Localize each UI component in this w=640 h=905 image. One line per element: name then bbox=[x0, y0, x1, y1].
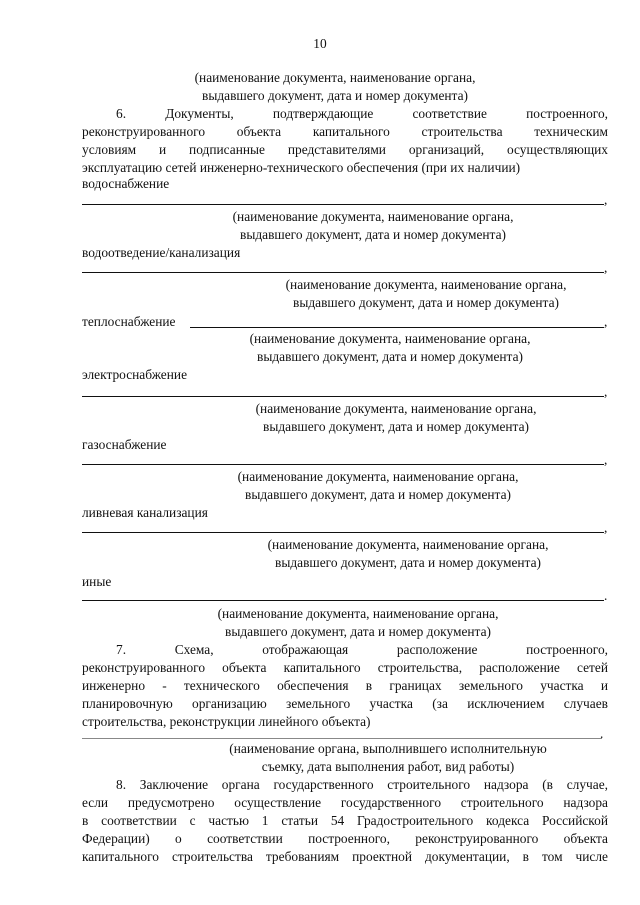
p8-line4: Федерации) о соответствии построенного, реконструированного объекта bbox=[82, 831, 608, 846]
label-sewer: водоотведение/канализация bbox=[82, 245, 241, 260]
caption-doc-line2: выдавшего документ, дата и номер документа) bbox=[275, 555, 541, 570]
caption-doc-line1: (наименование документа, наименование органа, bbox=[255, 401, 537, 416]
p6-line2: реконструированного объекта капитального строительства техническим bbox=[82, 124, 608, 139]
field-other[interactable] bbox=[82, 600, 604, 601]
caption-doc-line1: (наименование документа, наименование органа, bbox=[194, 70, 476, 85]
field-survey[interactable] bbox=[82, 738, 602, 739]
comma: , bbox=[604, 314, 608, 329]
p8-line3: в соответствии с частью 1 статьи 54 Градостроительного кодекса Российской bbox=[82, 813, 608, 828]
p7-line4: планировочную организацию земельного участка (за исключением случаев bbox=[82, 696, 608, 711]
page-number: 10 bbox=[313, 36, 327, 51]
p7-line1: 7. Схема, отображающая расположение построенного, bbox=[116, 642, 608, 657]
caption-doc-line1: (наименование документа, наименование органа, bbox=[237, 469, 519, 484]
p7-line2: реконструированного объекта капитального строительства, расположение сетей bbox=[82, 660, 608, 675]
comma: , bbox=[604, 192, 608, 207]
caption-doc-line2: выдавшего документ, дата и номер документа) bbox=[257, 349, 523, 364]
label-heat: теплоснабжение bbox=[82, 314, 176, 329]
p8-line2: если предусмотрено осуществление государственного строительного надзора bbox=[82, 795, 608, 810]
p7-line3: инженерно - технического обеспечения в границах земельного участка и bbox=[82, 678, 608, 693]
label-other: иные bbox=[82, 574, 112, 589]
caption-org-line2: съемку, дата выполнения работ, вид работы) bbox=[261, 759, 515, 774]
caption-doc-line2: выдавшего документ, дата и номер документа) bbox=[293, 295, 559, 310]
caption-doc-line1: (наименование документа, наименование органа, bbox=[267, 537, 549, 552]
p6-line1: 6. Документы, подтверждающие соответствие построенного, bbox=[116, 106, 608, 121]
label-storm-sewer: ливневая канализация bbox=[82, 505, 208, 520]
caption-doc-line2: выдавшего документ, дата и номер документа) bbox=[240, 227, 506, 242]
caption-doc-line1: (наименование документа, наименование органа, bbox=[217, 606, 499, 621]
caption-doc-line2: выдавшего документ, дата и номер документа) bbox=[245, 487, 511, 502]
caption-doc-line1: (наименование документа, наименование органа, bbox=[285, 277, 567, 292]
label-water: водоснабжение bbox=[82, 176, 170, 191]
comma: , bbox=[604, 452, 608, 467]
period: . bbox=[604, 588, 608, 603]
comma: , bbox=[604, 384, 608, 399]
comma: , bbox=[604, 260, 608, 275]
caption-doc-line2: выдавшего документ, дата и номер документа) bbox=[225, 624, 491, 639]
field-power[interactable] bbox=[82, 396, 604, 397]
caption-org-line1: (наименование органа, выполнившего исполнительную bbox=[229, 741, 547, 756]
caption-doc-line1: (наименование документа, наименование органа, bbox=[249, 331, 531, 346]
field-sewer[interactable] bbox=[82, 272, 604, 273]
p6-line3: условиям и подписанные представителями организаций, осуществляющих bbox=[82, 142, 608, 157]
label-power: электроснабжение bbox=[82, 367, 188, 382]
caption-doc-line2: выдавшего документ, дата и номер документа) bbox=[263, 419, 529, 434]
label-gas: газоснабжение bbox=[82, 437, 167, 452]
p8-line5: капитального строительства требованиям проектной документации, в том числе bbox=[82, 849, 608, 864]
p6-line4: эксплуатацию сетей инженерно-технического обеспечения (при их наличии) bbox=[82, 160, 521, 175]
comma: , bbox=[604, 520, 608, 535]
p8-line1: 8. Заключение органа государственного строительного надзора (в случае, bbox=[116, 777, 608, 792]
field-gas[interactable] bbox=[82, 464, 604, 465]
field-storm-sewer[interactable] bbox=[82, 532, 604, 533]
caption-doc-line1: (наименование документа, наименование органа, bbox=[232, 209, 514, 224]
field-heat[interactable] bbox=[190, 327, 604, 328]
caption-doc-line2: выдавшего документ, дата и номер документа) bbox=[202, 88, 468, 103]
p7-line5: строительства, реконструкции линейного объекта) bbox=[82, 714, 371, 729]
period: . bbox=[600, 726, 604, 741]
field-water[interactable] bbox=[82, 204, 604, 205]
